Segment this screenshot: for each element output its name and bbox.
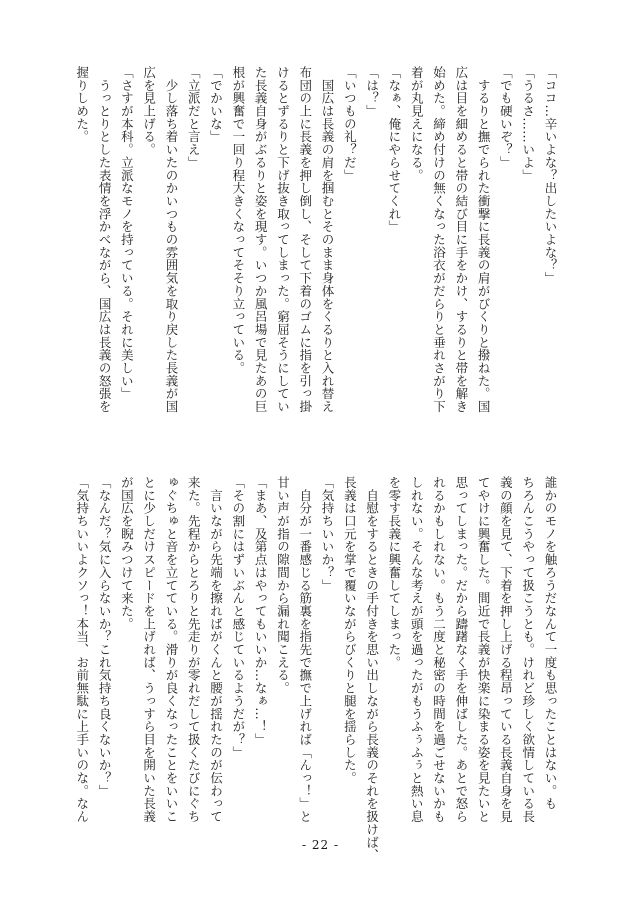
text-line: 「は？」	[364, 66, 380, 118]
text-line: 始めた。締め付けの無くなった浴衣がだらりと垂れさがり下	[431, 66, 447, 413]
text-line: 「さすが本科。立派なモノを持っている。それに美しい」	[119, 66, 135, 401]
text-line: を零す長義に興奮してしまった。	[386, 476, 402, 669]
text-line: 誰かのモノを触ろうだなんて一度も思ったことはない。も	[543, 476, 558, 811]
text-line: 着が丸見えになる。	[409, 66, 425, 182]
text-line: 「でも硬いぞ？」	[498, 66, 514, 169]
text-line: 「まあ、及第点はやってもいいか…なぁ…！」	[253, 476, 269, 746]
page-number: - 22 -	[301, 838, 339, 852]
text-line: 「気持ちいいか？」	[320, 476, 336, 592]
text-line: 甘い声が指の隙間から漏れ聞こえる。	[275, 476, 291, 695]
text-line: しれない。そんな考えが頭を過ったがもうふぅふぅと熱い息	[409, 476, 425, 823]
text-line: 広は目を細めると帯の結び目に手をかけ、するりと帯を解き	[453, 66, 469, 413]
text-line: けるとずるりと下げ抜き取ってしまった。窮屈そうにしてい	[275, 66, 291, 413]
text-line: 広を見上げる。	[141, 66, 157, 156]
text-line: 「うるさ……いよ」	[520, 66, 536, 182]
text-line: 「立派だと言え」	[186, 66, 202, 169]
text-line: 「なぁ、俺にやらせてくれ」	[386, 66, 402, 234]
text-line: 思ってしまった。だから躊躇なく手を伸ばした。あとで怒ら	[453, 476, 469, 823]
text-line: 布団の上に長義を押し倒し、そして下着のゴムに指を引っ掛	[297, 66, 313, 413]
text-line: うっとりとした表情を浮かべながら、国広は長義の怒張を	[97, 66, 113, 413]
text-line: 自分が一番感じる筋裏を指先で撫で上げれば「んっ！」と	[297, 476, 313, 823]
text-line: 言いながら先端を擦ればがくんと腰が揺れたのが伝わって	[208, 476, 224, 823]
text-line: 「ココ…辛いよな？出したいよな？」	[543, 66, 558, 285]
text-line: ちろんこうやって扱こうとも。けれど珍しく欲情している長	[520, 476, 536, 823]
text-line: 少し落ち着いたのかいつもの雰囲気を取り戻した長義が国	[163, 66, 179, 413]
text-line: 義の顔を見て、下着を押し上げる程昂っている長義自身を見	[498, 476, 514, 823]
text-line: ゅぐちゅと音を立てている。滑りが良くなったことをいいこ	[163, 476, 179, 823]
text-line: とに少しだけスピードを上げれば、うっすら目を開いた長義	[141, 476, 157, 823]
text-line: が国広を睨みつけて来た。	[119, 476, 135, 631]
text-line: 「でかいな」	[208, 66, 224, 144]
text-line: するりと撫でられた衝撃に長義の肩がびくりと撥ねた。国	[476, 66, 492, 413]
text-line: れるかもしれない。もう二度と秘密の時間を過ごせないかも	[431, 476, 447, 823]
text-line: 国広は長義の肩を掴むとそのまま身体をくるりと入れ替え	[320, 66, 336, 413]
text-line: 来た。先程からとろりと先走りが零れだして扱くたびにぐち	[186, 476, 202, 823]
text-line: 「その割にはずいぶんと感じているようだが？」	[230, 476, 246, 759]
text-line: 「いつもの礼？だ」	[342, 66, 358, 182]
lower-text-block	[70, 476, 561, 862]
text-line: 長義は口元を掌で覆いながらびくりと腿を揺らした。	[342, 476, 358, 785]
text-line: てやけに興奮した。間近で長義が快楽に染まる姿を見たいと	[476, 476, 492, 823]
text-line: 「なんだ？気に入らないか？これ気持ち良くないか？」	[97, 476, 113, 798]
text-line: 握りしめた。	[74, 66, 90, 144]
upper-text-block	[70, 66, 561, 466]
text-line: 根が興奮で一回り程大きくなってそそり立っている。	[230, 66, 246, 375]
text-line: 自慰をするときの手付きを思い出しながら長義のそれを扱けば、	[364, 476, 380, 862]
text-line: 「気持ちいいよクソっ！本当、お前無駄に上手いのな。なん	[74, 476, 90, 823]
text-line: た長義自身がぶるりと姿を現す。いつか風呂場で見たあの巨	[253, 66, 269, 413]
